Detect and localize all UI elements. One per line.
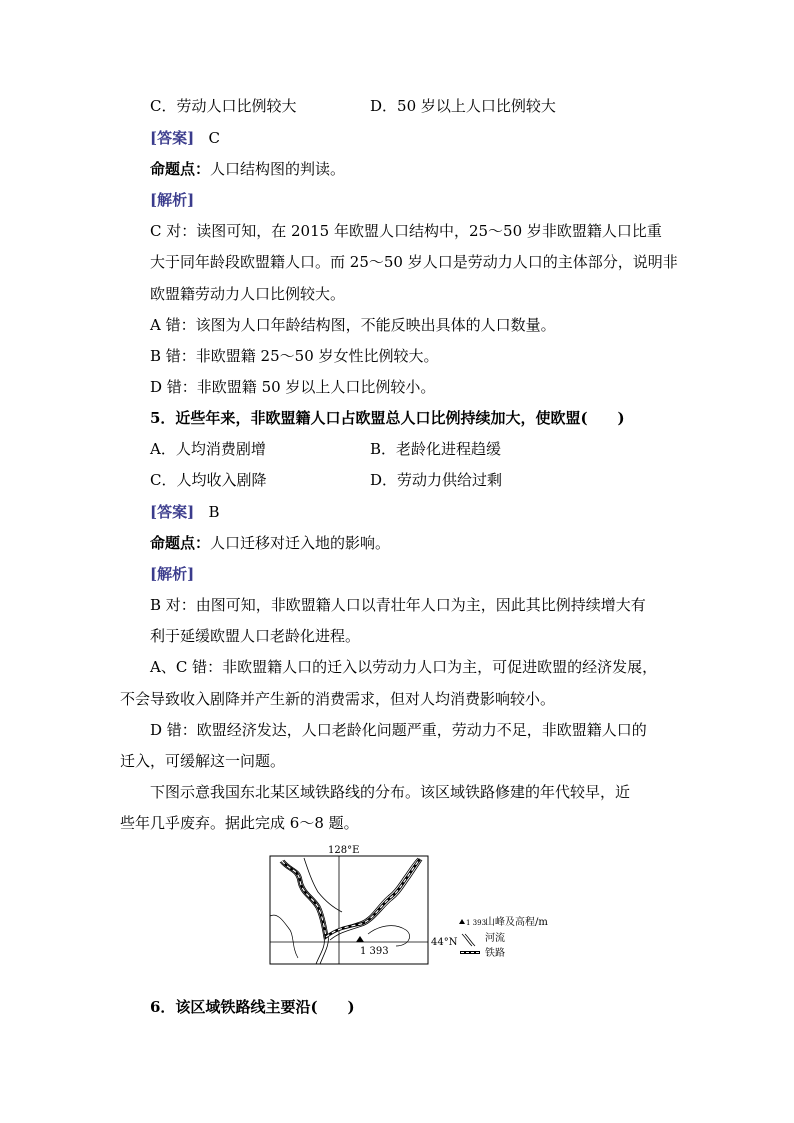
q4-analysis-label: [解析] [150,191,195,209]
q5-answer [150,502,220,522]
q4-topic [150,159,345,179]
analysis-line: 大于同年龄段欧盟籍人口。而 25～50 岁人口是劳动力人口的主体部分，说明非 [150,253,678,271]
railway-map [268,842,568,968]
analysis-line: A、C 错：非欧盟籍人口的迁入以劳动力人口为主，可促进欧盟的经济发展， [150,658,658,676]
legend-peak-icon [459,919,465,924]
analysis-line: B 错：非欧盟籍 25～50 岁女性比例较大。 [150,347,439,365]
analysis-line: A 错：该图为人口年龄结构图，不能反映出具体的人口数量。 [150,316,556,334]
topic-text: 人口迁移对迁入地的影响。 [210,534,391,552]
q5-option-b: B．老龄化进程趋缓 [370,440,502,458]
contour-line [270,915,410,958]
intro-line: 下图示意我国东北某区域铁路线的分布。该区域铁路修建的年代较早，近 [150,783,631,801]
analysis-line: B 对：由图可知，非欧盟籍人口以青壮年人口为主，因此其比例持续增大有 [150,596,646,614]
analysis-line: 迁入，可缓解这一问题。 [120,752,286,770]
answer-value: B [208,503,220,521]
q5-stem: 5．近些年来，非欧盟籍人口占欧盟总人口比例持续加大，使欧盟( ) [150,409,625,427]
railway [282,859,420,937]
analysis-line: 不会导致收入剧降并产生新的消费需求，但对人均消费影响较小。 [120,690,556,708]
analysis-line: D 错：非欧盟籍 50 岁以上人口比例较小。 [150,378,436,396]
latitude-label: 44°N [431,937,458,948]
analysis-line: D 错：欧盟经济发达，人口老龄化问题严重，劳动力不足，非欧盟籍人口的 [150,721,647,739]
q4-option-d: D．50 岁以上人口比例较大 [370,97,556,115]
peak-marker [356,936,364,942]
map-legend [459,915,548,959]
q5-option-d: D．劳动力供给过剩 [370,471,503,489]
topic-label: 命题点： [150,534,211,552]
answer-label: [答案] [150,503,195,521]
analysis-line: 欧盟籍劳动力人口比例较大。 [150,285,346,303]
answer-label: [答案] [150,129,195,147]
peak-elevation: 1 393 [360,946,389,957]
analysis-line: 利于延缓欧盟人口老龄化进程。 [150,627,361,645]
q4-answer [150,128,220,148]
topic-text: 人口结构图的判读。 [210,160,346,178]
topic-label: 命题点： [150,160,211,178]
q5-option-c: C．人均收入剧降 [150,471,267,489]
q5-analysis-label: [解析] [150,565,195,583]
legend-peak-value: 1 393 [466,919,487,927]
answer-value: C [208,129,220,147]
analysis-line: C 对：读图可知，在 2015 年欧盟人口结构中，25～50 岁非欧盟籍人口比重 [150,222,662,240]
q5-option-a: A．人均消费剧增 [150,440,266,458]
river [280,858,422,964]
legend-river-label: 河流 [485,933,505,944]
legend-peak-label: 山峰及高程/m [485,917,548,928]
q4-option-c: C．劳动人口比例较大 [150,97,297,115]
intro-line: 些年几乎废弃。据此完成 6～8 题。 [120,814,359,832]
q6-stem: 6．该区域铁路线主要沿( ) [150,998,355,1016]
legend-railway-label: 铁路 [485,948,505,959]
longitude-label: 128°E [328,845,360,856]
q5-topic [150,533,390,553]
